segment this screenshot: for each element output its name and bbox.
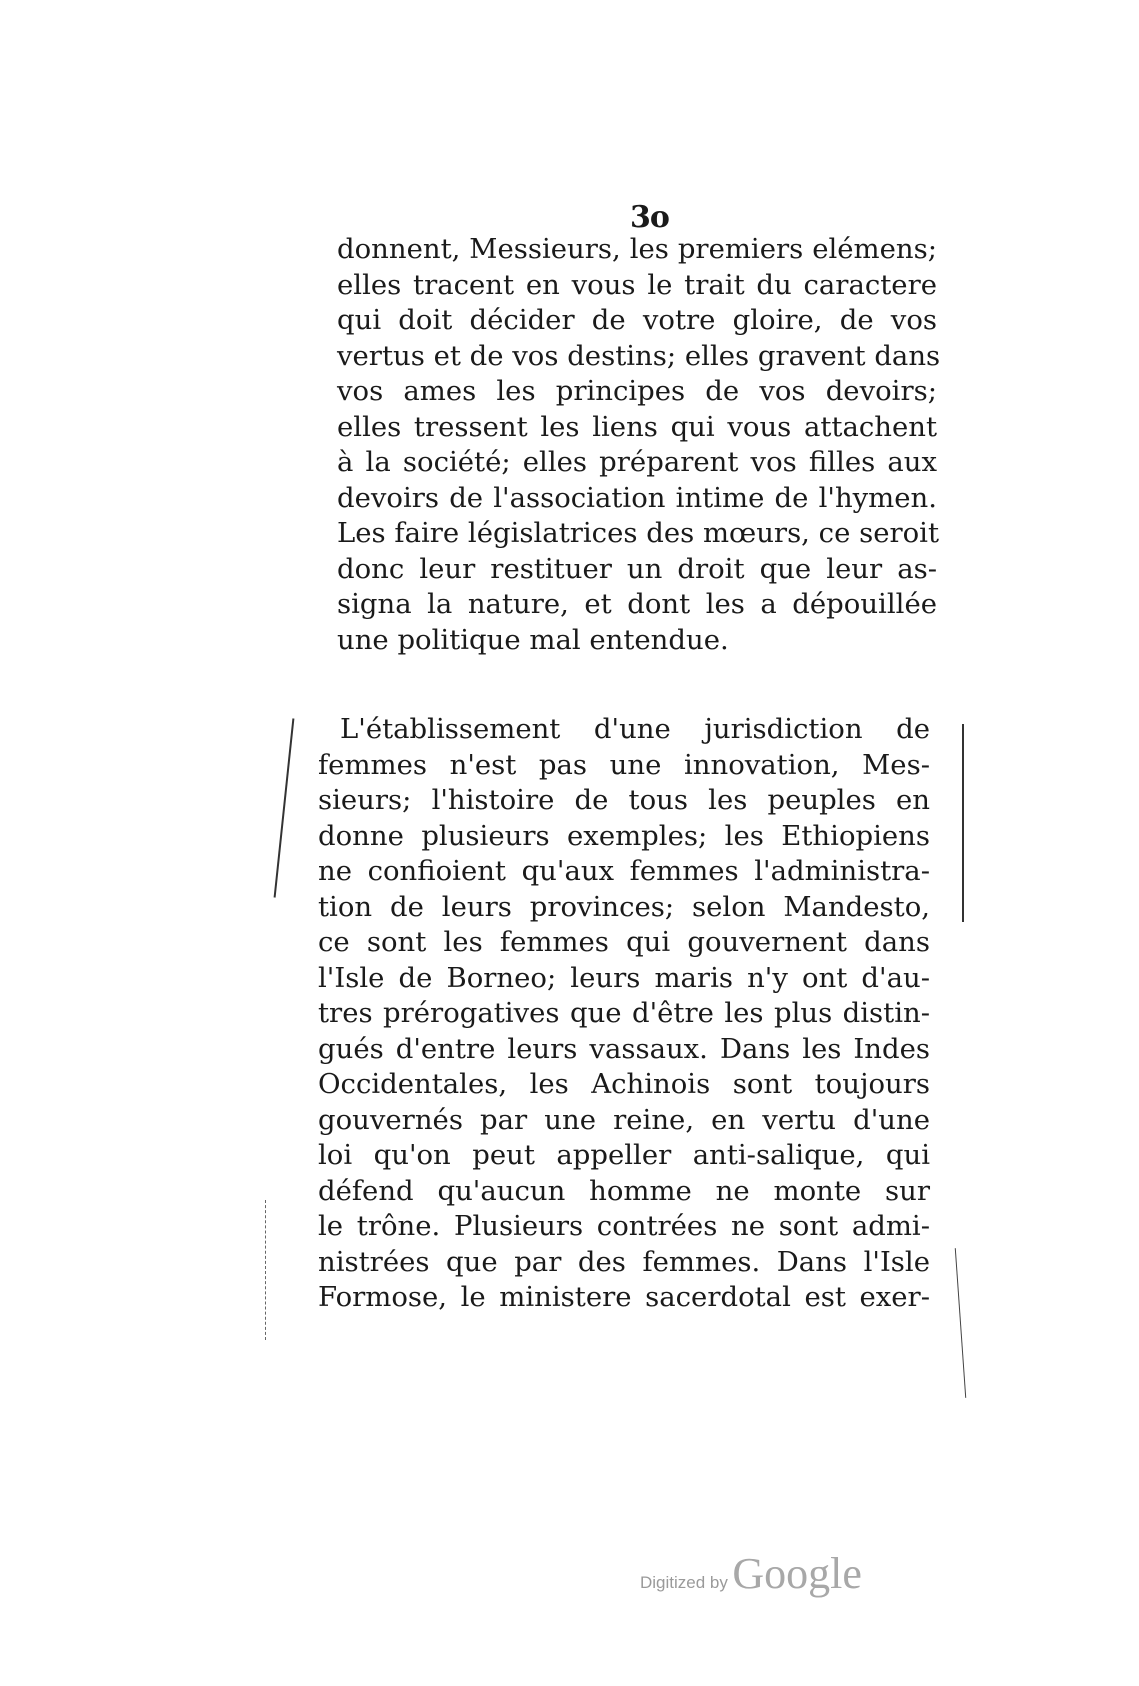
text-line: femmes n'est pas une innovation, Mes- xyxy=(318,748,930,781)
text-line: tion de leurs provinces; selon Mandesto, xyxy=(318,890,930,923)
text-line: tres prérogatives que d'être les plus distin- xyxy=(318,997,930,1029)
text-line: signa la nature, et dont les a dépouillée xyxy=(337,588,937,620)
digitization-watermark xyxy=(640,1548,862,1599)
text-line: elles tressent les liens qui vous attachent xyxy=(337,410,937,443)
text-line: gouvernés par une reine, en vertu d'une xyxy=(318,1103,930,1136)
text-line: loi qu'on peut appeller anti-salique, qui xyxy=(318,1139,930,1171)
text-line: Occidentales, les Achinois sont toujours xyxy=(318,1068,930,1100)
margin-line-left xyxy=(265,1200,266,1340)
text-line: sieurs; l'histoire de tous les peuples en xyxy=(318,784,930,816)
digitized-by-label: Digitized by xyxy=(640,1573,728,1592)
text-line: vertus et de vos destins; elles gravent dans xyxy=(337,339,941,372)
text-line: L'établissement d'une jurisdiction de xyxy=(340,713,930,745)
text-line: Formose, le ministere sacerdotal est exer- xyxy=(318,1281,930,1313)
text-line: le trône. Plusieurs contrées ne sont admi- xyxy=(318,1210,930,1242)
margin-bracket-left xyxy=(274,718,295,897)
text-line: qui doit décider de votre gloire, de vos xyxy=(337,304,937,336)
text-line: une politique mal entendue. xyxy=(337,623,729,656)
text-line: elles tracent en vous le trait du caractere xyxy=(337,268,937,301)
text-line: défend qu'aucun homme ne monte sur xyxy=(318,1174,930,1207)
google-logo: Google xyxy=(732,1549,862,1598)
text-line: Les faire législatrices des mœurs, ce seroit xyxy=(337,517,940,549)
text-line: donne plusieurs exemples; les Ethiopiens xyxy=(318,819,930,852)
text-line: donnent, Messieurs, les premiers elémens; xyxy=(337,233,937,265)
text-line: nistrées que par des femmes. Dans l'Isle xyxy=(318,1245,930,1278)
text-line: gués d'entre leurs vassaux. Dans les Indes xyxy=(318,1032,930,1065)
text-line: ne confioient qu'aux femmes l'administra- xyxy=(318,855,930,887)
paragraph-2 xyxy=(318,712,930,1316)
text-line: donc leur restituer un droit que leur as- xyxy=(337,552,937,585)
text-line: devoirs de l'association intime de l'hymen. xyxy=(337,481,937,514)
margin-bracket-right xyxy=(962,724,964,922)
page-number: 3o xyxy=(630,200,669,235)
text-line: ce sont les femmes qui gouvernent dans xyxy=(318,926,930,958)
paragraph-1 xyxy=(337,232,941,658)
margin-line-right xyxy=(955,1248,966,1398)
text-line: à la société; elles préparent vos filles aux xyxy=(337,446,937,478)
text-line: vos ames les principes de vos devoirs; xyxy=(337,375,937,407)
text-line: l'Isle de Borneo; leurs maris n'y ont d'au- xyxy=(318,961,930,994)
